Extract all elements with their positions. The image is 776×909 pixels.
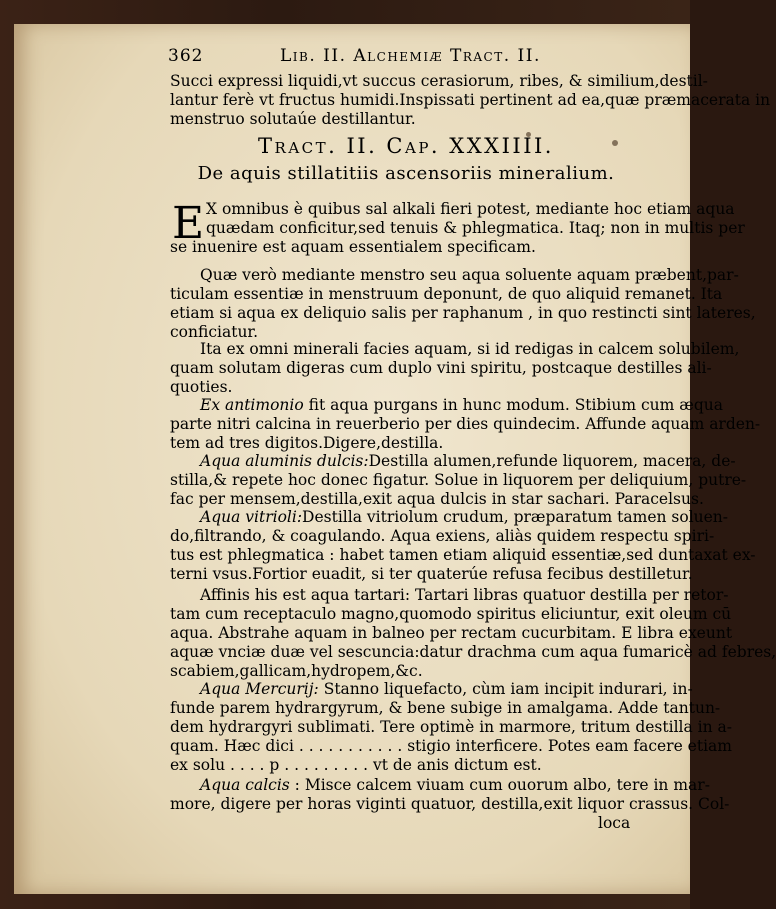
text-line: Ita ex omni minerali facies aquam, si id redigas in calcem solubilem, xyxy=(200,340,740,358)
paragraph xyxy=(170,680,732,775)
text-line: ex solu . . . . p . . . . . . . . . vt de anis dictum est. xyxy=(170,756,542,774)
text-line: : Misce calcem viuam cum ouorum albo, tere in mar- xyxy=(289,776,710,794)
text-line: tus est phlegmatica : habet tamen etiam aliquid essentiæ,sed duntaxat ex- xyxy=(170,546,756,564)
paragraph-lead: Aqua Mercurij: xyxy=(200,680,319,698)
text-line: quoties. xyxy=(170,378,233,396)
paragraph xyxy=(170,396,761,453)
text-line: tam cum receptaculo magno,quomodo spiritus eliciuntur, exit oleum cū xyxy=(170,605,732,623)
text-line: tem ad tres digitos.Digere,destilla. xyxy=(170,434,444,452)
paragraph xyxy=(170,776,730,814)
text-line: Destilla vitriolum crudum, præparatum tamen soluen- xyxy=(302,508,729,526)
chapter-subtitle: De aquis stillatitiis ascensoriis mineralium. xyxy=(197,163,615,184)
text-line: conficiatur. xyxy=(170,323,259,341)
text-line: etiam si aqua ex deliquio salis per raphanum , in quo restincti sint lateres, xyxy=(170,304,756,322)
running-title: Lib. II. Alchemiæ Tract. II. xyxy=(280,46,541,66)
catchword: loca xyxy=(598,814,631,832)
text-line: terni vsus.Fortior euadit, si ter quaterúe refusa fecibus destilletur. xyxy=(170,565,693,583)
drop-cap: E xyxy=(172,198,205,249)
first-paragraph xyxy=(206,200,745,238)
paragraph xyxy=(170,452,747,509)
text-line: menstruo solutaúe destillantur. xyxy=(170,110,416,128)
text-line: fit aqua purgans in hunc modum. Stibium cum æqua xyxy=(303,396,723,414)
text-line: stilla,& repete hoc donec figatur. Solue in liquorem per deliquium, putre- xyxy=(170,471,747,489)
text-line: ticulam essentiæ in menstruum deponunt, de quo aliquid remanet. Ita xyxy=(170,285,723,303)
text-line: fac per mensem,destilla,exit aqua dulcis in star sachari. Paracelsus. xyxy=(170,490,704,508)
chapter-title: Tract. II. Cap. XXXIIII. xyxy=(258,134,554,158)
paragraph xyxy=(170,508,756,584)
text-line: quam. Hæc dici . . . . . . . . . . . stigio interficere. Potes eam facere etiam xyxy=(170,737,732,755)
text-line: Quæ verò mediante menstro seu aqua soluente aquam præbent,par- xyxy=(200,266,739,284)
first-paragraph-cont xyxy=(170,238,642,257)
text-line: Stanno liquefacto, cùm iam incipit indurari, in- xyxy=(318,680,693,698)
text-line: aqua. Abstrahe aquam in balneo per rectam cucurbitam. E libra exeunt xyxy=(170,624,733,642)
paragraph-lead: Ex antimonio xyxy=(200,396,304,414)
paragraph-lead: Aqua calcis xyxy=(200,776,290,794)
text-line: do,filtrando, & coagulando. Aqua exiens, aliàs quidem respectu spiri- xyxy=(170,527,715,545)
text-line: X omnibus è quibus sal alkali fieri potest, mediante hoc etiam aqua xyxy=(206,200,735,218)
paragraph xyxy=(170,586,776,681)
paragraph-lead: Aqua vitrioli: xyxy=(200,508,303,526)
text-line: quædam conficitur,sed tenuis & phlegmatica. Itaq; non in multis per xyxy=(206,219,745,237)
paragraph-lead: Aqua aluminis dulcis: xyxy=(200,452,369,470)
paragraph xyxy=(170,266,756,342)
text-line: parte nitri calcina in reuerberio per dies quindecim. Affunde aquam arden- xyxy=(170,415,761,433)
text-line: quam solutam digeras cum duplo vini spiritu, postcaque destilles ali- xyxy=(170,359,712,377)
text-line: scabiem,gallicam,hydropem,&c. xyxy=(170,662,423,680)
intro-text xyxy=(170,72,771,129)
text-line: funde parem hydrargyrum, & bene subige in amalgama. Adde tantun- xyxy=(170,699,721,717)
text-line: Succi expressi liquidi,vt succus cerasiorum, ribes, & similium,destil- xyxy=(170,72,708,90)
text-line: aquæ vnciæ duæ vel sescuncia:datur drachma cum aqua fumaricè ad febres, xyxy=(170,643,776,661)
text-line: lantur ferè vt fructus humidi.Inspissati pertinent ad ea,quæ præmacerata in xyxy=(170,91,771,109)
text-line: more, digere per horas viginti quatuor, destilla,exit liquor crassus. Col- xyxy=(170,795,730,813)
paragraph xyxy=(170,340,740,397)
text-line: Affinis his est aqua tartari: Tartari libras quatuor destilla per retor- xyxy=(200,586,729,604)
text-line: dem hydrargyri sublimati. Tere optimè in marmore, tritum destilla in a- xyxy=(170,718,732,736)
text-line: Destilla alumen,refunde liquorem, macera, de- xyxy=(368,452,736,470)
text-line: se inuenire est aquam essentialem specificam. xyxy=(170,238,536,256)
running-header xyxy=(168,46,638,68)
page-number: 362 xyxy=(168,46,204,66)
